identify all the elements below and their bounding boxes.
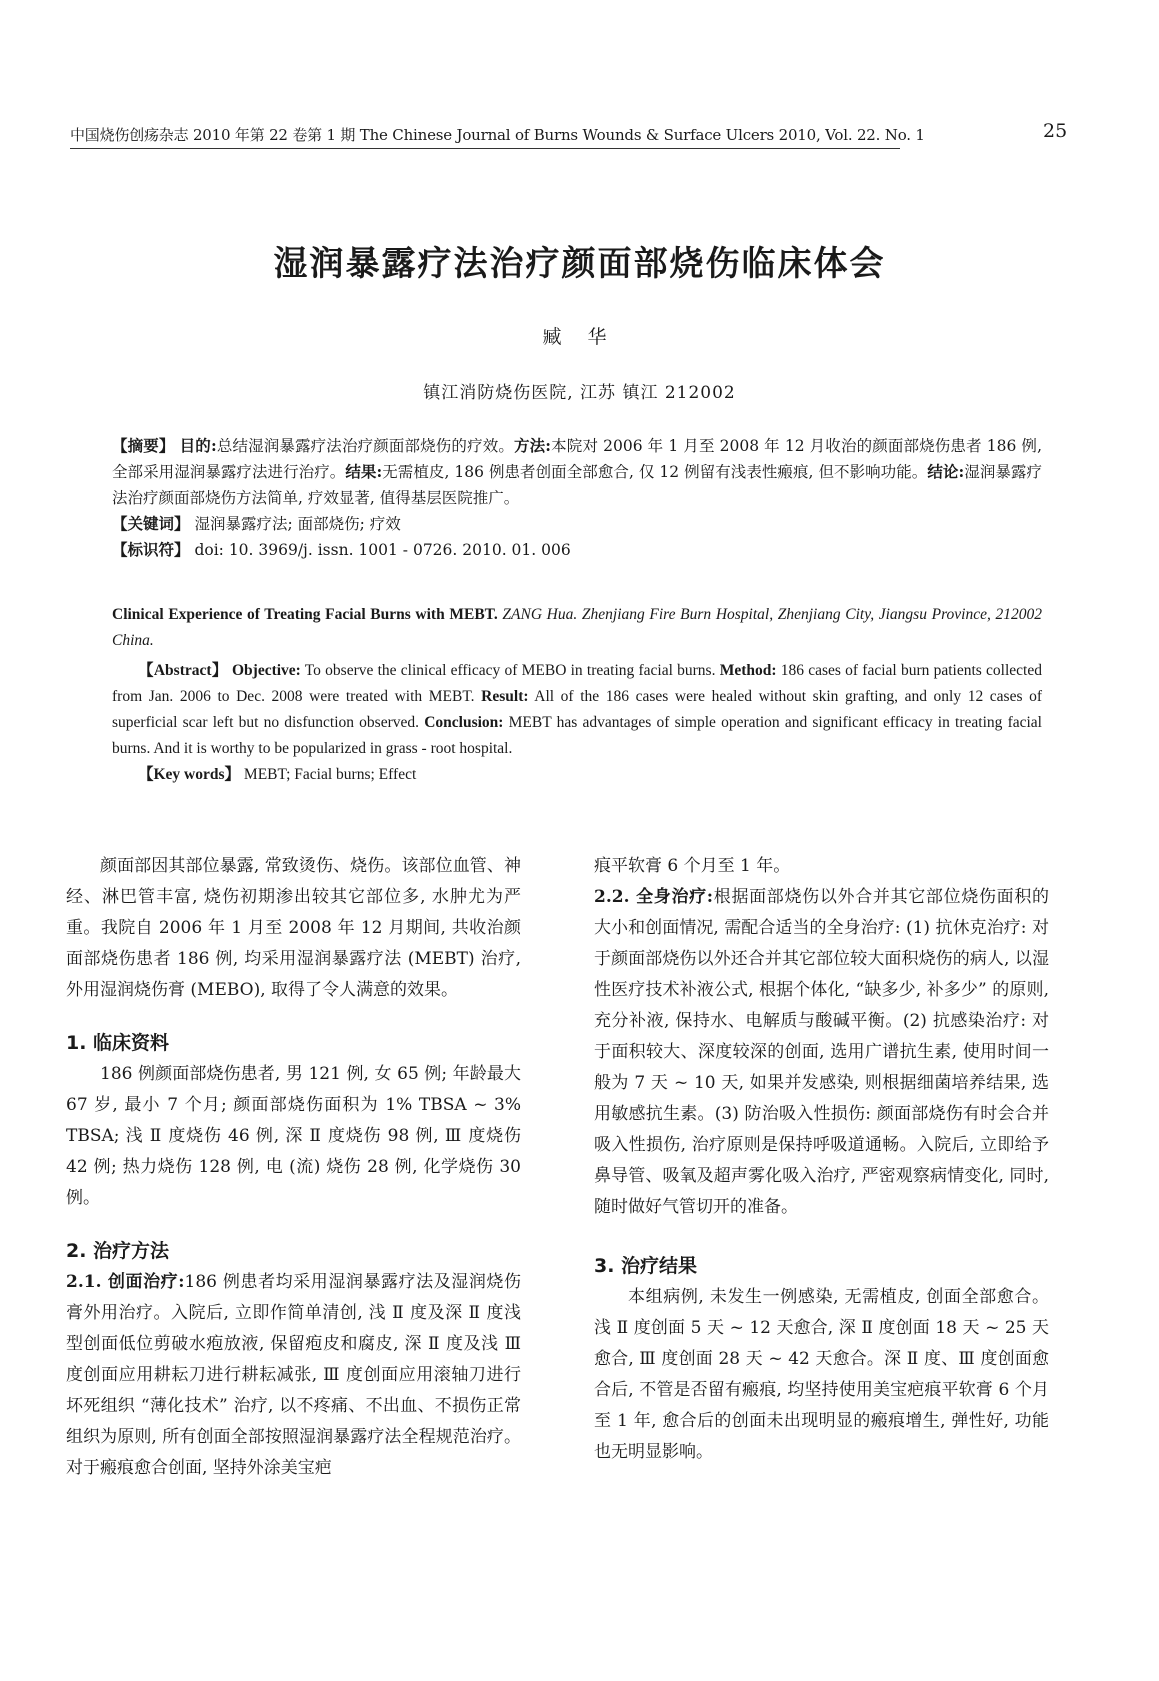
section-2-2-label: 2.2. 全身治疗: (594, 887, 714, 907)
result-text: 无需植皮, 186 例患者创面全部愈合, 仅 12 例留有浅表性瘢痕, 但不影响功能。 (382, 463, 928, 481)
objective-label: 目的: (179, 436, 217, 455)
section-1-heading: 1. 临床资料 (66, 1032, 170, 1054)
running-head: 中国烧伤创疡杂志 2010 年第 22 卷第 1 期 The Chinese Journal of Burns Wounds & Surface Ulcers 2010, Vol. 22. No. 1 (70, 124, 900, 149)
english-abstract (112, 602, 1042, 788)
article-affiliation: 镇江消防烧伤医院, 江苏 镇江 212002 (423, 383, 736, 403)
method-text: 本院对 2006 年 1 月至 2008 年 12 月收治的颜面部烧伤患者 186 例, 全部采用湿润暴露疗法进行治疗。 (112, 437, 1042, 481)
english-title: Clinical Experience of Treating Facial Burns with MEBT. (112, 606, 498, 623)
english-authors: ZANG Hua. Zhenjiang Fire Burn Hospital, Zhenjiang City, Jiangsu Province, 212002 China. (112, 606, 1043, 649)
page-number: 25 (1043, 120, 1068, 142)
identifier-line (112, 537, 1042, 563)
keywords-label: 【关键词】 (112, 514, 190, 533)
result-label: 结果: (345, 462, 383, 481)
english-abstract-paragraph (112, 658, 1042, 762)
conclusion-text: 湿润暴露疗法治疗颜面部烧伤方法简单, 疗效显著, 值得基层医院推广。 (112, 463, 1042, 507)
english-keywords-text: MEBT; Facial burns; Effect (243, 766, 417, 783)
keywords-line (112, 511, 1042, 537)
english-conclusion-label: Conclusion: (424, 714, 504, 731)
article-author: 臧 华 (542, 326, 617, 348)
english-objective-label: Objective: (231, 662, 301, 679)
english-title-line (112, 602, 1042, 654)
english-result-text: All of the 186 cases were healed without skin grafting, and only 12 cases of superficial scar left but no disfunction observed. (112, 688, 1043, 731)
section-2-heading: 2. 治疗方法 (66, 1240, 170, 1262)
section-1-text: 186 例颜面部烧伤患者, 男 121 例, 女 65 例; 年龄最大 67 岁, 最小 7 个月; 颜面部烧伤面积为 1% TBSA ~ 3% TBSA; 浅 Ⅱ 度烧伤 46 例, 深 Ⅱ 度烧伤 98 例, Ⅲ 度烧伤 42 例; 热力烧伤 128 例, 电 (流) 烧伤 28 例, 化学烧伤 30 例。 (66, 1064, 521, 1208)
section-3-heading: 3. 治疗结果 (594, 1255, 698, 1277)
keywords-text: 湿润暴露疗法; 面部烧伤; 疗效 (194, 515, 401, 533)
chinese-abstract (112, 433, 1042, 563)
english-objective-text: To observe the clinical efficacy of MEBO in treating facial burns. (304, 662, 716, 679)
section-3-text: 本组病例, 未发生一例感染, 无需植皮, 创面全部愈合。浅 Ⅱ 度创面 5 天 ~ 12 天愈合, 深 Ⅱ 度创面 18 天 ~ 25 天愈合, Ⅲ 度创面 28 天 ~ 42 天愈合。深 Ⅱ 度、Ⅲ 度创面愈合后, 不管是否留有瘢痕, 均坚持使用美宝疤痕平软膏 6 个月至 1 年, 愈合后的创面未出现明显的瘢痕增生, 弹性好, 功能也无明显影响。 (594, 1287, 1049, 1462)
intro-paragraph: 颜面部因其部位暴露, 常致烫伤、烧伤。该部位血管、神经、淋巴管丰富, 烧伤初期渗出较其它部位多, 水肿尤为严重。我院自 2006 年 1 月至 2008 年 12 月期间, 共收治颜面部烧伤患者 186 例, 均采用湿润暴露疗法 (MEBT) 治疗, 外用湿润烧伤膏 (MEBO), 取得了令人满意的效果。 (66, 856, 521, 1000)
abstract-label: 【摘要】 (112, 436, 175, 455)
identifier-label: 【标识符】 (112, 540, 190, 559)
english-keywords-label: 【Key words】 (138, 766, 241, 783)
english-method-label: Method: (719, 662, 777, 679)
english-conclusion-text: MEBT has advantages of simple operation and significant efficacy in treating facial burns. And it is worthy to be popularized in grass - root hospital. (112, 714, 1042, 757)
section-2-1-continued: 痕平软膏 6 个月至 1 年。 (594, 856, 791, 876)
section-2-1-label: 2.1. 创面治疗: (66, 1272, 185, 1292)
english-abstract-label: 【Abstract】 (138, 662, 228, 679)
conclusion-label: 结论: (927, 462, 965, 481)
section-2-1-paragraph (66, 1267, 521, 1484)
english-method-text: 186 cases of facial burn patients collected from Jan. 2006 to Dec. 2008 were treated with MEBT. (112, 662, 1042, 705)
section-2-1-text: 186 例患者均采用湿润暴露疗法及湿润烧伤膏外用治疗。入院后, 立即作简单清创, 浅 Ⅱ 度及深 Ⅱ 度浅型创面低位剪破水疱放液, 保留疱皮和腐皮, 深 Ⅱ 度及浅 Ⅲ 度创面应用耕耘刀进行耕耘减张, Ⅲ 度创面应用滚轴刀进行坏死组织 “薄化技术” 治疗, 以不疼痛、不出血、不损伤正常组织为原则, 所有创面全部按照湿润暴露疗法全程规范治疗。对于瘢痕愈合创面, 坚持外涂美宝疤 (66, 1272, 521, 1478)
english-keywords-line (112, 762, 1042, 788)
abstract-paragraph (112, 433, 1042, 511)
section-2-2-text: 根据面部烧伤以外合并其它部位烧伤面积的大小和创面情况, 需配合适当的全身治疗: (1) 抗休克治疗: 对于颜面部烧伤以外还合并其它部位较大面积烧伤的病人, 以湿性医疗技术补液公式, 根据个体化, “缺多少, 补多少” 的原则, 充分补液, 保持水、电解质与酸碱平衡。(2) 抗感染治疗: 对于面积较大、深度较深的创面, 选用广谱抗生素, 使用时间一般为 7 天 ~ 10 天, 如果并发感染, 则根据细菌培养结果, 选用敏感抗生素。(3) 防治吸入性损伤: 颜面部烧伤有时会合并吸入性损伤, 治疗原则是保持呼吸道通畅。入院后, 立即给予鼻导管、吸氧及超声雾化吸入治疗, 严密观察病情变化, 同时, 随时做好气管切开的准备。 (594, 887, 1049, 1217)
body-column-right (594, 851, 1049, 1468)
article-title: 湿润暴露疗法治疗颜面部烧伤临床体会 (273, 244, 886, 284)
english-result-label: Result: (481, 688, 529, 705)
section-2-2-paragraph (594, 882, 1049, 1223)
objective-text: 总结湿润暴露疗法治疗颜面部烧伤的疗效。 (216, 437, 514, 455)
doi-text: doi: 10. 3969/j. issn. 1001 - 0726. 2010. 01. 006 (194, 541, 571, 559)
method-label: 方法: (514, 436, 552, 455)
body-column-left (66, 851, 521, 1484)
